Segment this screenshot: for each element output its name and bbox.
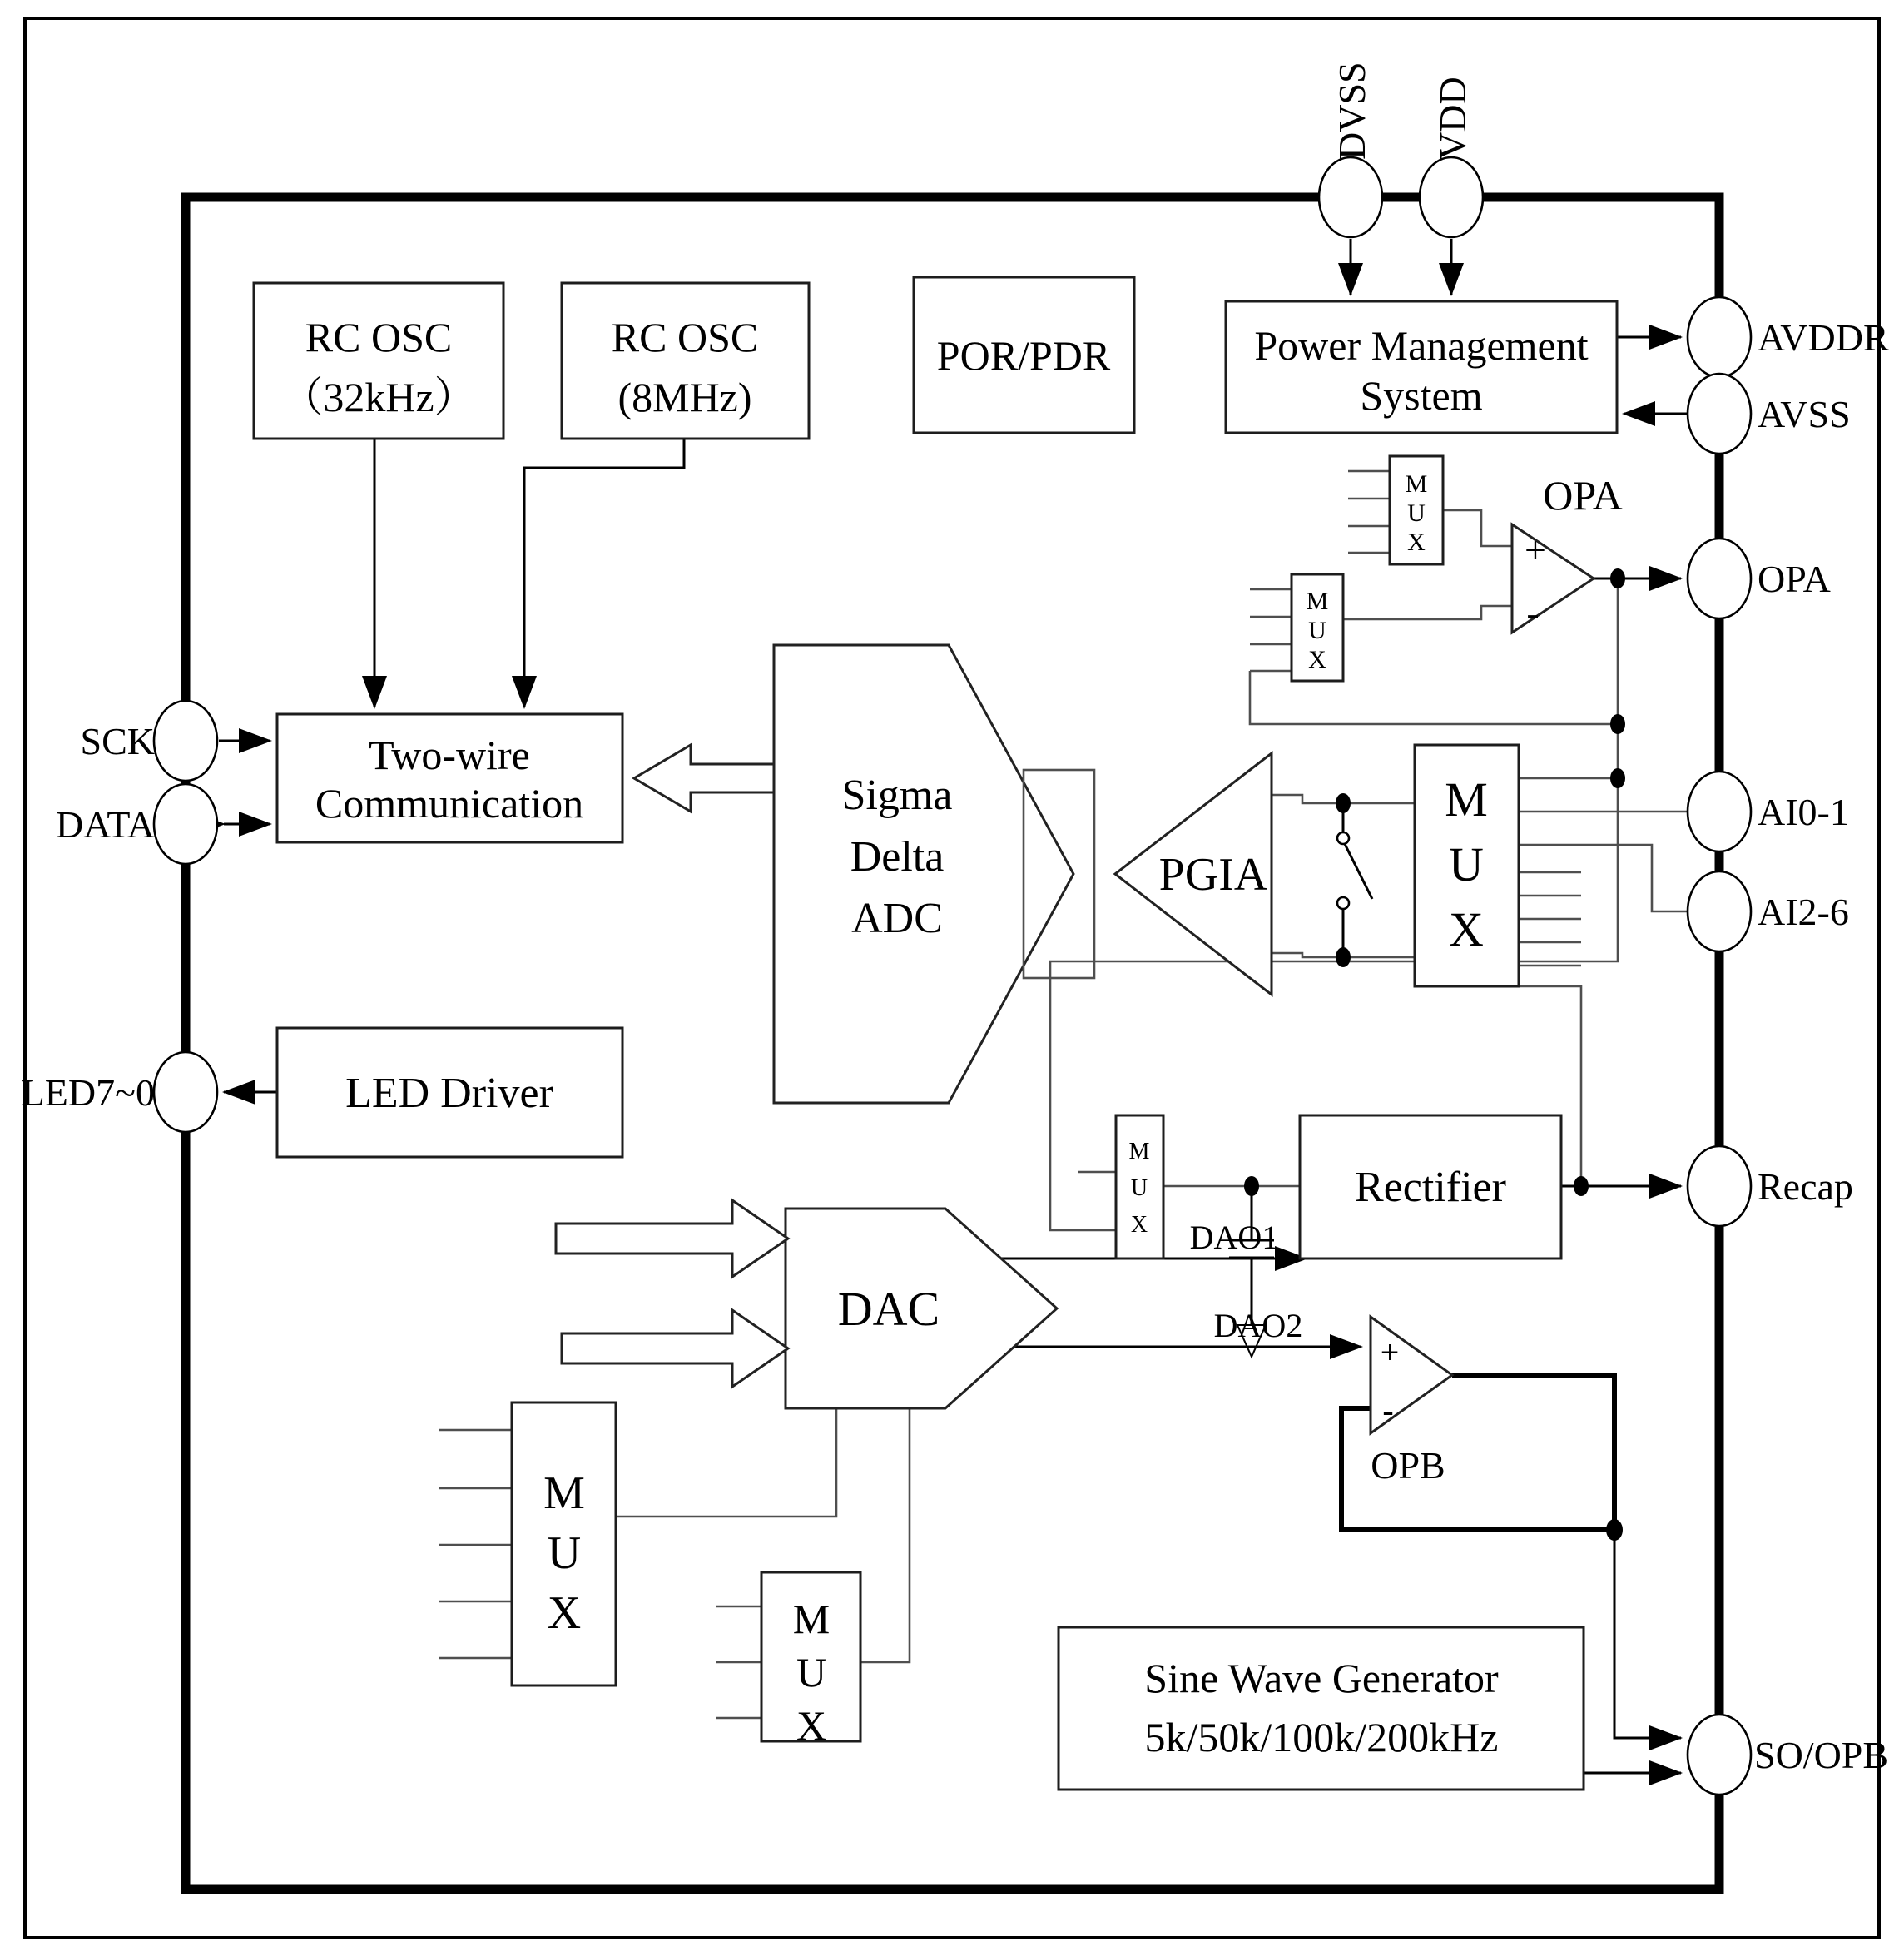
svg-text:U: U [796,1649,827,1695]
svg-text:M: M [792,1596,831,1642]
label-adc-1: Sigma [841,772,953,819]
label-por-pdr: POR/PDR [936,332,1111,379]
pin-vdd [1420,157,1483,237]
label-pgia: PGIA [1158,849,1268,901]
label-dvss: DVSS [1331,62,1373,160]
pin-dvss [1319,157,1382,237]
opb-minus: - [1382,1392,1394,1429]
label-twowire-2: Communication [315,780,584,827]
label-twowire-1: Two-wire [369,732,530,778]
wire-muxe-to-dac [860,1408,910,1662]
label-rectifier: Rectifier [1355,1164,1506,1211]
pin-sck [154,701,217,781]
label-ai01: AI0-1 [1758,791,1849,833]
label-mux-a [1406,470,1428,556]
svg-text:M: M [1128,1139,1150,1164]
opb-plus: + [1380,1333,1400,1371]
label-sinegen-1: Sine Wave Generator [1144,1655,1499,1701]
wire-opb-to-soopb [1614,1530,1681,1738]
label-dac: DAC [837,1282,940,1336]
switch-contact-bottom [1337,897,1349,909]
label-led-driver: LED Driver [345,1070,553,1117]
pin-avddr [1688,297,1751,377]
label-pms-1: Power Management [1254,322,1589,369]
bus-arrow-dac-in1 [556,1200,788,1277]
label-mux-b [1307,588,1329,673]
svg-text:U: U [547,1527,582,1579]
label-adc-mux [1445,772,1488,956]
label-rcosc32k-1: RC OSC [305,314,453,360]
label-sck: SCK [80,720,155,762]
pin-led70 [154,1052,217,1132]
label-mux-d [543,1467,585,1639]
label-mux-e [793,1596,830,1749]
bus-arrow-dac-in2 [562,1310,788,1387]
switch-blade [1345,844,1372,899]
chopper-switch [1337,803,1372,957]
label-avddr: AVDDR [1758,316,1889,359]
wire-osc8m-to-twowire [524,439,684,707]
mux-d-input-stubs [439,1430,512,1658]
pin-avss [1688,374,1751,454]
svg-text:M: M [543,1467,585,1519]
label-opa-amp: OPA [1543,472,1623,519]
wire-opb-out [1452,1375,1614,1530]
svg-text:X: X [1130,1212,1148,1238]
svg-text:X: X [1449,902,1484,956]
pin-ai01 [1688,772,1751,851]
pin-data [154,784,217,864]
label-avss: AVSS [1758,393,1851,435]
label-rcosc32k-2: （32kHz） [281,374,476,420]
label-opa-pin: OPA [1758,558,1831,600]
svg-text:U: U [1449,837,1484,891]
label-dao2: DAO2 [1213,1307,1303,1344]
mux-b-input-stubs [1250,589,1292,671]
pin-ai26 [1688,871,1751,951]
wire-mux-to-ai26 [1519,845,1688,911]
wire-muxd-to-dac [616,1408,836,1517]
pin-so-opb [1688,1715,1751,1795]
pin-opa [1688,539,1751,618]
svg-text:M: M [1405,470,1428,498]
svg-text:X: X [1407,529,1426,556]
mux-channel-stubs [1519,872,1581,966]
bus-arrow-adc-to-twowire [634,745,774,812]
switch-contact-top [1337,832,1349,844]
svg-text:M: M [1445,772,1488,827]
pin-recap [1688,1146,1751,1226]
label-sinegen-2: 5k/50k/100k/200kHz [1144,1714,1499,1760]
opa-plus: + [1525,529,1546,571]
block-sine-generator [1059,1627,1584,1790]
label-so-opb: SO/OPB [1754,1734,1889,1776]
junction-dots [1244,568,1625,1541]
svg-text:X: X [547,1587,582,1639]
mux-a-input-stubs [1348,471,1390,553]
svg-text:M: M [1306,588,1329,615]
label-adc-2: Delta [850,833,945,881]
wire-muxb-to-opa-minus [1343,606,1512,619]
svg-text:U: U [1407,499,1426,527]
label-ai26: AI2-6 [1758,891,1849,933]
label-rcosc8m-1: RC OSC [611,314,759,360]
label-vdd: VDD [1431,77,1474,160]
label-opb-amp: OPB [1371,1444,1445,1487]
opa-minus: - [1526,592,1540,634]
svg-text:U: U [1130,1175,1148,1201]
label-rcosc8m-2: (8MHz) [617,374,752,420]
svg-text:X: X [1308,646,1326,673]
label-pms-2: System [1360,372,1483,419]
mux-e-input-stubs [716,1606,761,1718]
svg-text:X: X [796,1702,827,1749]
wire-muxa-to-opa-plus [1443,510,1512,546]
label-adc-3: ADC [851,895,943,942]
label-rect-mux [1129,1139,1150,1238]
label-dao1: DAO1 [1189,1219,1279,1256]
label-recap: Recap [1758,1165,1853,1208]
label-data: DATA [56,803,155,846]
label-led70: LED7~0 [21,1071,155,1114]
svg-text:U: U [1308,617,1326,644]
